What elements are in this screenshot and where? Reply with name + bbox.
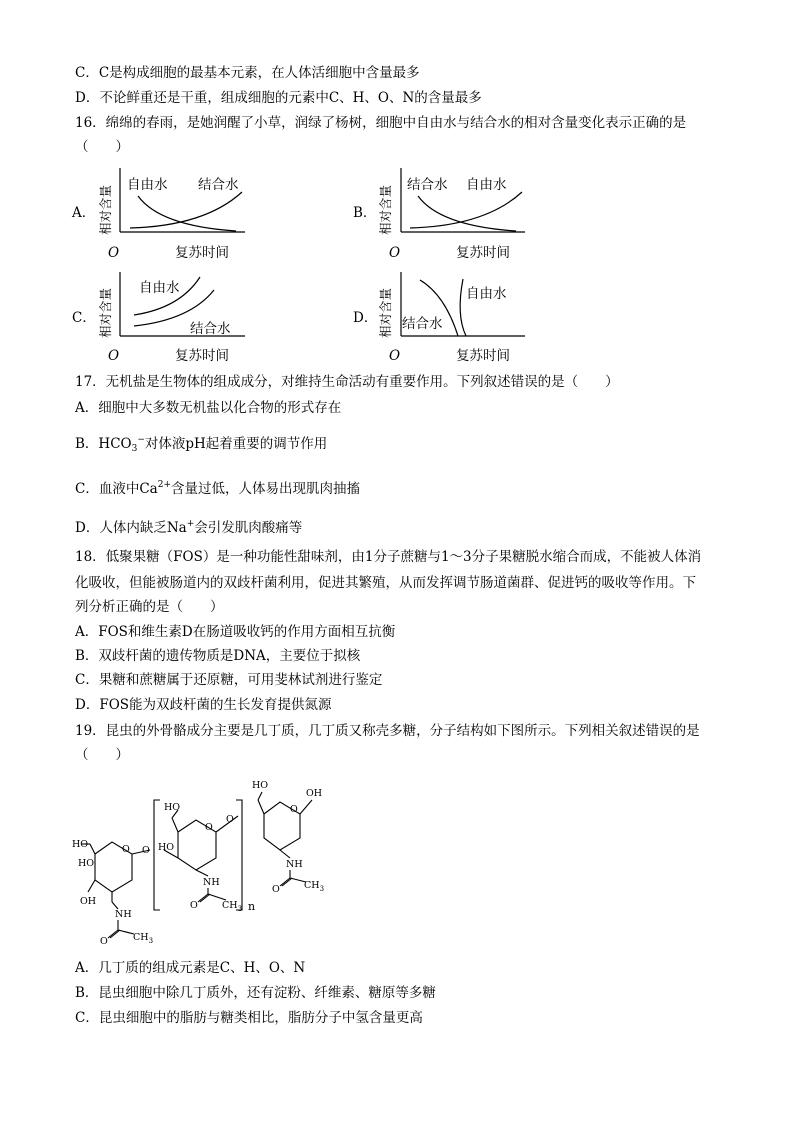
label-right-o: O xyxy=(272,884,280,895)
graph-d-ylabel: 相对含量 xyxy=(378,287,393,338)
graph-b-ylabel: 相对含量 xyxy=(378,184,393,235)
graph-b-curve-free xyxy=(410,192,522,228)
graph-d-label-bound: 结合水 xyxy=(402,316,443,332)
label-left-o: O xyxy=(100,936,108,947)
label-left-link-o: O xyxy=(142,845,150,856)
label-left-nh: NH xyxy=(115,909,132,920)
q17-option-a: A．细胞中大多数无机盐以化合物的形式存在 xyxy=(75,400,342,416)
graph-c-origin: O xyxy=(108,348,120,364)
label-mid-ch3-main: CH xyxy=(222,900,238,911)
label-left-ch3-sub: 3 xyxy=(148,937,154,945)
q17-option-c xyxy=(75,476,360,498)
q17-option-d-suffix: 会引发肌肉酸痛等 xyxy=(194,520,303,536)
label-right-ch3-sub: 3 xyxy=(319,885,325,893)
graph-a-letter: A． xyxy=(72,205,96,221)
graph-b-label-bound: 结合水 xyxy=(407,177,448,193)
graph-d-origin: O xyxy=(389,348,401,364)
label-left-oh: OH xyxy=(80,896,97,907)
graph-c-letter: C． xyxy=(72,310,96,326)
q17-option-b xyxy=(75,431,327,458)
label-right-ho: HO xyxy=(252,780,269,791)
q15-option-c: C．C是构成细胞的最基本元素，在人体活细胞中含量最多 xyxy=(75,65,420,81)
q18-option-b: B．双歧杆菌的遗传物质是DNA，主要位于拟核 xyxy=(75,648,361,664)
graph-c-xlabel: 复苏时间 xyxy=(175,348,229,364)
q18-stem-line3: 列分析正确的是（ ） xyxy=(75,599,224,615)
q16-graphs xyxy=(0,160,794,370)
q16-answer-paren: （ ） xyxy=(75,139,129,155)
graph-a-ylabel: 相对含量 xyxy=(98,184,113,235)
graph-b-xlabel: 复苏时间 xyxy=(456,245,510,261)
label-mid-ho-2: HO xyxy=(158,842,175,853)
label-right-oh: OH xyxy=(306,788,323,799)
label-left-ch3 xyxy=(133,932,153,945)
label-right-nh: NH xyxy=(286,859,303,870)
label-right-ch3-main: CH xyxy=(304,880,320,891)
label-mid-ho: HO xyxy=(164,802,181,813)
label-mid-nh: NH xyxy=(203,877,220,888)
q18-stem-line2: 化吸收，但能被肠道内的双歧杆菌利用，促进其繁殖，从而发挥调节肠道菌群、促进钙的吸收等作用。下 xyxy=(75,575,696,591)
graph-a-curve-bound xyxy=(130,192,242,228)
graph-c-label-free: 自由水 xyxy=(139,280,180,296)
label-mid-ch3 xyxy=(222,900,242,913)
label-n-repeat: n xyxy=(248,900,256,913)
q17-option-c-prefix: C．血液中Ca xyxy=(75,481,158,497)
q16-stem: 16．绵绵的春雨，是她润醒了小草，润绿了杨树，细胞中自由水与结合水的相对含量变化表示正确的是 xyxy=(75,115,687,131)
graph-b-label-free: 自由水 xyxy=(466,177,507,193)
graph-a-origin: O xyxy=(108,245,120,261)
q17-option-d-sup: + xyxy=(186,519,195,529)
label-left-ho: HO xyxy=(72,839,89,850)
q18-option-a: A．FOS和维生素D在肠道吸收钙的作用方面相互抗衡 xyxy=(75,624,396,640)
label-right-ring-o: O xyxy=(290,804,298,815)
q17-option-b-sub: 3 xyxy=(131,444,138,454)
q18-option-c: C．果糖和蔗糖属于还原糖，可用斐林试剂进行鉴定 xyxy=(75,672,383,688)
q19-option-b: B．昆虫细胞中除几丁质外，还有淀粉、纤维素、糖原等多糖 xyxy=(75,985,436,1001)
bracket-left xyxy=(154,800,160,910)
label-left-ch3-main: CH xyxy=(133,932,149,943)
label-mid-o: O xyxy=(190,900,198,911)
q19-option-c: C．昆虫细胞中的脂肪与糖类相比，脂肪分子中氢含量更高 xyxy=(75,1010,423,1026)
q17-option-b-suffix: 对体液pH起着重要的调节作用 xyxy=(144,436,328,452)
graph-d-label-free: 自由水 xyxy=(466,286,507,302)
q18-option-d: D．FOS能为双歧杆菌的生长发育提供氮源 xyxy=(75,697,332,713)
graph-b-origin: O xyxy=(389,245,401,261)
label-mid-link-o: O xyxy=(226,814,234,825)
q17-option-c-sup: 2+ xyxy=(157,480,171,490)
graph-a-label-free: 自由水 xyxy=(127,177,168,193)
q19-stem: 19．昆虫的外骨骼成分主要是几丁质，几丁质又称壳多糖，分子结构如下图所示。下列相关叙述错误的是 xyxy=(75,723,700,739)
graph-d-xlabel: 复苏时间 xyxy=(456,348,510,364)
label-mid-ring-o: O xyxy=(205,822,213,833)
graph-c-ylabel: 相对含量 xyxy=(98,287,113,338)
q19-option-a: A．几丁质的组成元素是C、H、O、N xyxy=(75,960,306,976)
q17-option-b-prefix: B．HCO xyxy=(75,436,132,452)
q19-answer-paren: （ ） xyxy=(75,747,129,763)
graph-a-curve-free xyxy=(138,196,236,231)
label-right-ch3 xyxy=(304,880,324,893)
q17-option-d xyxy=(75,515,302,537)
graph-d-letter: D． xyxy=(353,310,378,326)
chitin-structure xyxy=(0,770,794,960)
q18-stem-line1: 18．低聚果糖（FOS）是一种功能性甜味剂，由1分子蔗糖与1～3分子果糖脱水缩合而成，不能被人体消 xyxy=(75,549,702,565)
q17-stem: 17．无机盐是生物体的组成成分，对维持生命活动有重要作用。下列叙述错误的是（ ） xyxy=(75,374,619,390)
graph-a-xlabel: 复苏时间 xyxy=(175,245,229,261)
q15-option-d: D．不论鲜重还是干重，组成细胞的元素中C、H、O、N的含量最多 xyxy=(75,90,482,106)
label-left-ho-2: HO xyxy=(78,858,95,869)
graph-a-label-bound: 结合水 xyxy=(198,177,239,193)
q17-option-d-prefix: D．人体内缺乏Na xyxy=(75,520,187,536)
label-mid-ch3-sub: 3 xyxy=(237,905,243,913)
graph-b-letter: B． xyxy=(353,205,377,221)
q17-option-c-suffix: 含量过低，人体易出现肌肉抽搐 xyxy=(171,481,360,497)
graph-b-curve-bound xyxy=(418,196,516,231)
graph-c-label-bound: 结合水 xyxy=(190,321,231,337)
label-left-ring-o: O xyxy=(122,844,130,855)
q17-option-b-sup: − xyxy=(137,435,145,445)
